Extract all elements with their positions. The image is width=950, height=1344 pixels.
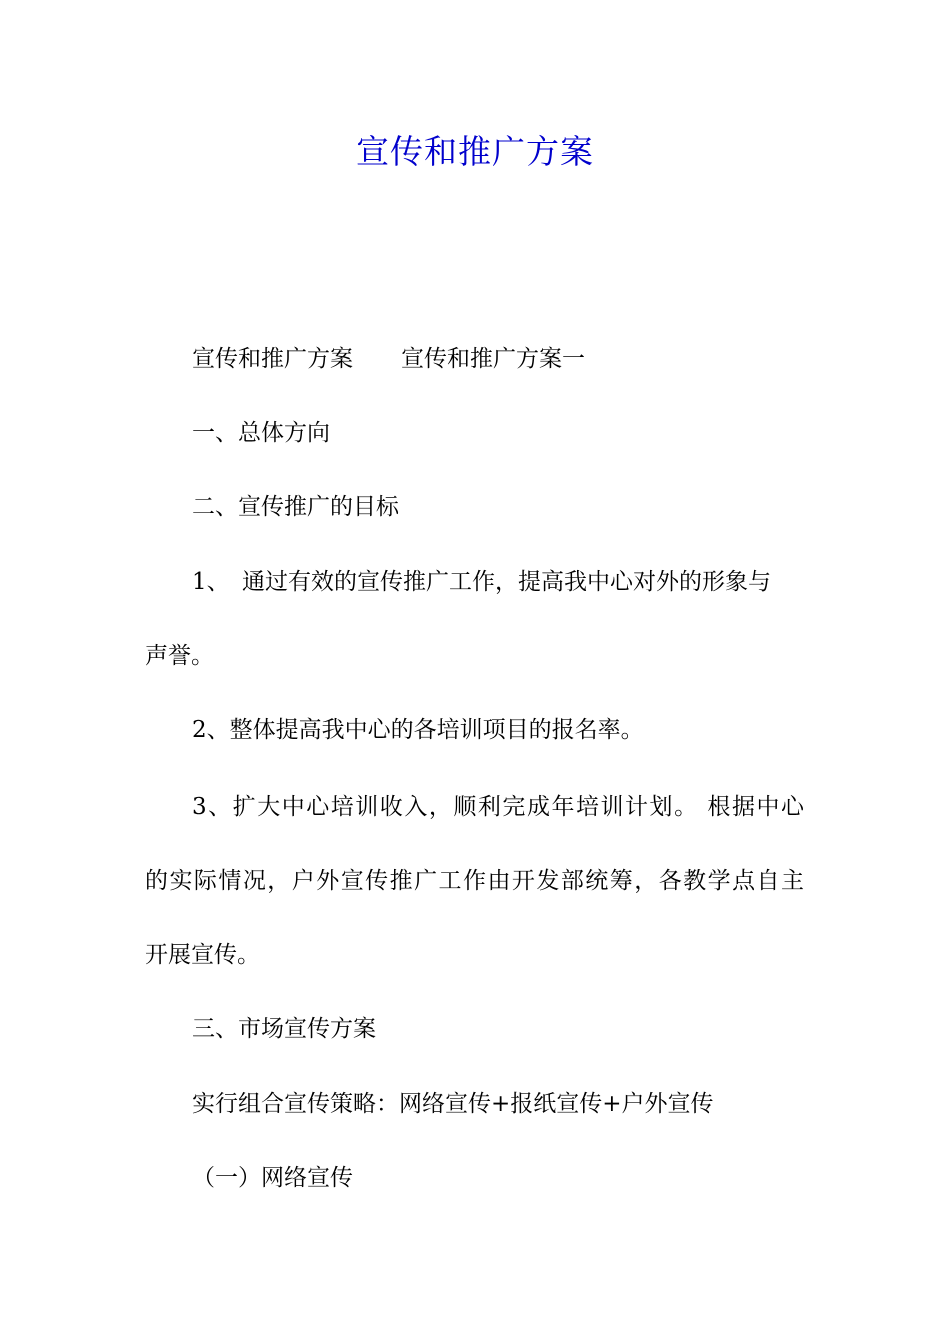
strategy-text: 实行组合宣传策略：网络宣传+报纸宣传+户外宣传 — [192, 1091, 714, 1117]
goal-1-line — [192, 565, 804, 599]
goal-3-line-2: 的实际情况，户外宣传推广工作由开发部统筹，各教学点自主 — [145, 868, 804, 894]
heading-line — [192, 342, 585, 376]
heading-right: 宣传和推广方案一 — [401, 346, 585, 372]
section-3-heading: 三、市场宣传方案 — [192, 1016, 376, 1042]
subsection-1-heading: （一）网络宣传 — [192, 1165, 353, 1191]
goal-3-line-1: 3、扩大中心培训收入，顺利完成年培训计划。 根据中心 — [192, 794, 804, 820]
section-2-heading: 二、宣传推广的目标 — [192, 494, 399, 520]
goal-1-text: 通过有效的宣传推广工作，提高我中心对外的形象与 — [242, 569, 771, 595]
section-1-heading: 一、总体方向 — [192, 420, 330, 446]
document-title: 宣传和推广方案 — [356, 132, 594, 171]
goal-2-text: 2、整体提高我中心的各培训项目的报名率。 — [192, 717, 644, 743]
goal-1-number: 1、 — [192, 569, 230, 595]
goal-1-continuation: 声誉。 — [145, 643, 214, 669]
heading-left: 宣传和推广方案 — [192, 346, 353, 372]
goal-3-line-3: 开展宣传。 — [145, 942, 260, 968]
